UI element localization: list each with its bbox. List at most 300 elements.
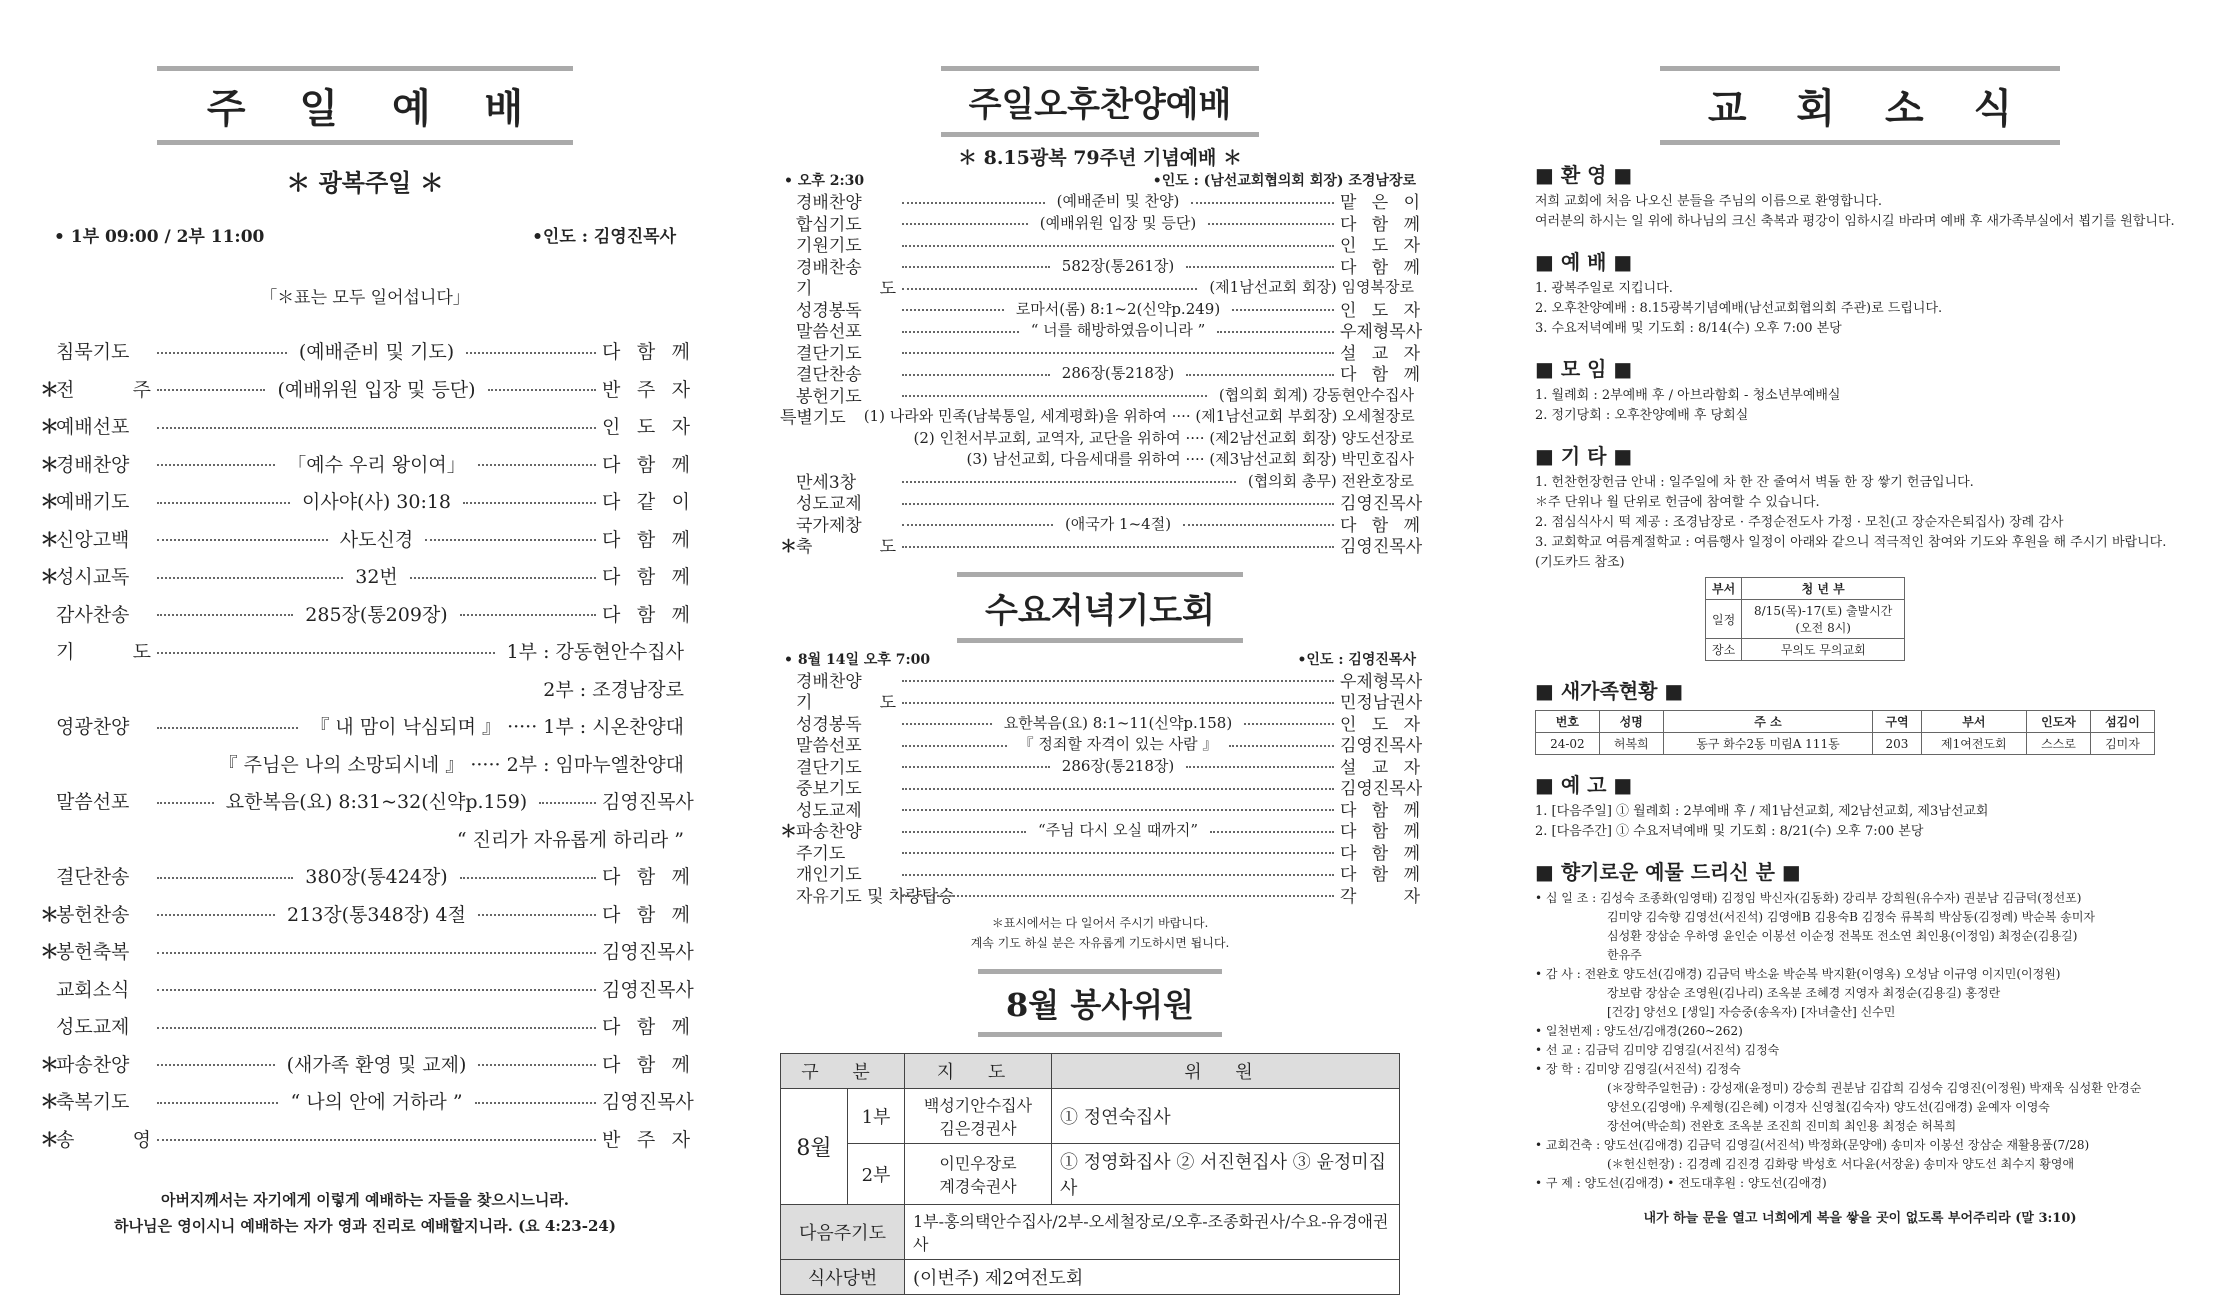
leader-dots (157, 502, 290, 504)
news-line: 여러분의 하시는 일 위에 하나님의 크신 축복과 평강이 임하시길 바라며 예배 후 새가족부실에서 뵙기를 원합니다. (1535, 214, 2175, 229)
news-line: 2. 정기당회 : 오후찬양예배 후 당회실 (1535, 408, 1749, 423)
order-person: 인 도 자 (1340, 714, 1420, 735)
nf-cell: 스스로 (2026, 733, 2090, 755)
order-person: 다 함 께 (1340, 822, 1420, 843)
order-person: 다 함 께 (1340, 257, 1420, 278)
order-row (780, 798, 1420, 820)
order-row (780, 448, 1420, 470)
leader-dots (460, 877, 596, 879)
offering-line: • 구 제 : 양도선(김애경) • 전도대후원 : 양도선(김애경) (1535, 1176, 1827, 1190)
leader-dots (475, 1102, 596, 1104)
afternoon-order-list (780, 190, 1423, 558)
afternoon-meta (780, 170, 1420, 190)
order-label: 중보기도 (796, 779, 862, 800)
order-row (780, 470, 1420, 492)
offering-line: [건강] 양선오 [생일] 자승중(송옥자) [자녀출산] 신수민 (1607, 1005, 1896, 1019)
leader-dots (478, 914, 596, 916)
members-cell: ① 정영화집사 ② 서진현집사 ③ 윤정미집사 (1052, 1144, 1400, 1205)
meal-value: (이번주) 제2여전도회 (905, 1260, 1400, 1295)
footer-verse: 내가 하늘 문을 열고 너희에게 복을 쌓을 곳이 없도록 부어주리라 (말 3:10) (1643, 1211, 2077, 1226)
afternoon-time: • 오후 2:30 (784, 173, 865, 189)
order-detail: (예배준비 및 기도) (298, 341, 455, 364)
order-row (780, 669, 1423, 692)
news-line: 3. 수요저녁예배 및 기도회 : 8/14(수) 오후 7:00 본당 (1535, 321, 1842, 336)
leader-dots (902, 202, 1045, 204)
nf-cell: 김미자 (2090, 733, 2154, 755)
order-row (780, 534, 1423, 558)
offering-line: 양선오(김영애) 우제형(김은혜) 이경자 신영철(김숙자) 양도선(김애경) 윤예자 이영숙 (1607, 1100, 2050, 1114)
leader-dots (902, 374, 1050, 376)
leader-dots (902, 223, 1028, 225)
order-label: 예배기도 (56, 491, 130, 514)
news-line: 3. 교회학교 여름계절학교 : 여름행사 일정이 아래와 같으니 적극적인 참여와 기도와 후원을 해 주시기 바랍니다. (1535, 535, 2167, 550)
order-label: 파송찬양 (56, 1053, 130, 1076)
news-line: 저희 교회에 처음 나오신 분들을 주님의 이름으로 환영합니다. (1535, 194, 1883, 209)
nf-head-name: 성명 (1599, 711, 1663, 733)
order-person: 각 자 (1340, 886, 1420, 907)
order-label: 봉헌기도 (796, 386, 862, 407)
next-prayer-label: 다음주기도 (781, 1205, 905, 1260)
order-row (780, 233, 1420, 255)
order-label: 합심기도 (796, 214, 862, 235)
order-detail: 『 정죄할 자격이 있는 사람 』 (1018, 735, 1218, 754)
service-leader: •인도 : 김영진목사 (532, 227, 676, 247)
leader-dots (425, 539, 596, 541)
leader-dots (157, 427, 596, 429)
order-person: 다 함 께 (602, 528, 691, 551)
offering-line: 한유주 (1607, 948, 1642, 962)
order-label: 말씀선포 (796, 322, 862, 343)
order-label: 침묵기도 (56, 341, 130, 364)
summer-header-youth: 청 년 부 (1742, 578, 1905, 600)
order-row (40, 707, 690, 745)
offering-line: • 십 일 조 : 김성숙 조종화(임영태) 김정임 박신자(김동화) 강리부 강희원(유수자) 권분남 김금덕(정선포) (1535, 891, 2082, 905)
volunteers-table (780, 1053, 1400, 1295)
order-row (780, 384, 1420, 406)
wednesday-title: 수요저녁기도회 (957, 572, 1243, 643)
table-row (781, 1089, 1400, 1144)
order-row (780, 690, 1423, 714)
service-times: • 1부 09:00 / 2부 11:00 (54, 227, 265, 247)
order-label: 송 영 (56, 1128, 151, 1151)
order-row (40, 895, 690, 933)
nf-cell: 허복희 (1599, 733, 1663, 755)
order-row (40, 782, 694, 820)
wednesday-time: • 8월 14일 오후 7:00 (784, 651, 931, 668)
order-label: 경배찬양 (56, 453, 130, 476)
standing-mark: ＊ (40, 1091, 60, 1114)
order-person: 인 도 자 (1340, 236, 1420, 257)
order-row (40, 520, 690, 558)
leader-dots (902, 874, 1334, 876)
table-row (781, 1205, 1400, 1260)
leader-dots (1186, 266, 1334, 268)
order-row (780, 862, 1420, 884)
news-line: 1. 광복주일로 지킵니다. (1535, 281, 1673, 296)
order-label: 축 도 (796, 537, 896, 558)
news-section-body (1535, 192, 2185, 232)
order-person: 김영진목사 (602, 791, 694, 814)
order-label: 결단기도 (796, 757, 862, 778)
order-detail: (협의회 총무) 전완호장로 (1247, 471, 1414, 490)
sunday-order-list (40, 332, 694, 1157)
order-detail: (새가족 환영 및 교제) (286, 1053, 467, 1076)
meal-label: 식사당번 (781, 1260, 905, 1295)
afternoon-service-title: 주일오후찬양예배 (941, 66, 1260, 137)
order-label: 국가제창 (796, 515, 862, 536)
leader-dots (902, 503, 1334, 505)
part-cell: 1부 (848, 1089, 905, 1144)
church-news-title: 교 회 소 식 (1660, 66, 2060, 145)
order-label: 만세3창 (796, 472, 857, 493)
order-person: 김영진목사 (602, 978, 694, 1001)
leader-dots (1191, 202, 1334, 204)
order-detail: 285장(통209장) (305, 603, 448, 626)
leader-dots (1229, 745, 1334, 747)
order-person: 김영진목사 (1340, 494, 1423, 515)
sunday-subtitle: ＊ 광복주일 ＊ (286, 168, 444, 197)
offering-line: • 일천번제 : 양도선/김애경(260~262) (1535, 1024, 1743, 1038)
order-detail: 286장(통218장) (1061, 756, 1175, 775)
order-person: 다 함 께 (1340, 515, 1420, 536)
offering-line: • 장 학 : 김미양 김영길(서진석) 김정숙 (1535, 1062, 1741, 1076)
wednesday-notes (780, 913, 1420, 953)
news-line: 2. 점심식사시 떡 제공 : 조경남장로 · 주정순전도사 가정 · 모친(고 장순자은퇴집사) 장례 감사 (1535, 515, 2064, 530)
news-sections (1535, 159, 2185, 573)
offering-line: (＊장학주일헌금) : 강성재(윤정미) 강승희 권분남 김갑희 김성숙 김영진(이정원) 박재욱 심성환 안경순 (1607, 1081, 2142, 1095)
leader-dots (902, 395, 1207, 397)
order-detail: (제1남선교회 회장) 임영복장로 (1209, 278, 1414, 297)
order-detail: (애국가 1~4절) (1064, 514, 1172, 533)
order-row (40, 857, 690, 895)
order-label: 기 도 (796, 279, 896, 300)
preview-list (1535, 802, 2185, 842)
order-detail: 로마서(롬) 8:1~2(신약p.249) (1015, 299, 1221, 318)
next-prayer-value: 1부-홍의택안수집사/2부-오세철장로/오후-조종화권사/수요-유경애권사 (905, 1205, 1400, 1260)
sunday-service-column (40, 0, 694, 1239)
standing-mark: ＊ (780, 537, 797, 558)
table-row (1706, 600, 1905, 639)
order-label: 경배찬양 (796, 193, 862, 214)
order-label: 말씀선포 (56, 791, 130, 814)
standing-mark: ＊ (40, 378, 60, 401)
leader-dots (157, 727, 298, 729)
nf-cell: 203 (1873, 733, 1921, 755)
order-row (40, 557, 690, 595)
order-person: 다 함 께 (1340, 865, 1420, 886)
standing-mark: ＊ (40, 1128, 60, 1151)
order-person: 다 같 이 (602, 491, 691, 514)
order-row (780, 427, 1420, 449)
scripture-verse (40, 1187, 690, 1239)
leader-dots (902, 766, 1050, 768)
order-row (780, 341, 1420, 363)
order-person: 다 함 께 (602, 566, 690, 589)
order-person: 반 주 자 (602, 378, 691, 401)
table-row (1536, 733, 2155, 755)
leader-dots (157, 539, 328, 541)
summer-label-place: 장소 (1706, 639, 1742, 661)
order-detail: (예배위원 입장 및 등단) (1039, 213, 1197, 232)
order-person: 김영진목사 (1340, 779, 1423, 800)
order-label: 성도교제 (796, 800, 862, 821)
news-line: 1. 월례회 : 2부예배 후 / 아브라함회 - 청소년부예배실 (1535, 388, 1841, 403)
order-detail: 380장(통424장) (305, 866, 448, 889)
standing-mark: ＊ (40, 566, 60, 589)
new-family-table (1535, 710, 2155, 755)
order-detail: 「예수 우리 왕이여」 (287, 453, 466, 476)
offering-line: 김미양 김숙향 김영선(서진석) 김영애B 김용숙B 김정숙 류복희 박삼동(김정례) 박순복 송미자 (1607, 910, 2096, 924)
leader-dots (157, 802, 214, 804)
order-detail: (1) 나라와 민족(남북통일, 세계평화)을 위하여 ···· (제1남선교회 부회장) 오세철장로 (863, 407, 1415, 426)
leader-dots (902, 895, 1334, 897)
order-row (780, 190, 1420, 212)
guide-cell: 백성기안수집사 김은경권사 (905, 1089, 1052, 1144)
nf-cell: 동구 화수2동 미림A 111동 (1663, 733, 1872, 755)
standing-mark: ＊ (40, 903, 60, 926)
leader-dots (463, 502, 596, 504)
leader-dots (157, 914, 275, 916)
leader-dots (902, 524, 1053, 526)
news-line: (기도카드 참조) (1535, 555, 1625, 570)
summer-school-table (1705, 577, 1905, 661)
standing-mark: ＊ (40, 528, 60, 551)
leader-dots (157, 614, 293, 616)
leader-dots (157, 464, 275, 466)
church-news-column (1535, 0, 2185, 1226)
order-detail: 사도신경 (339, 528, 414, 551)
leader-dots (157, 652, 495, 654)
order-row (40, 820, 690, 858)
leader-dots (902, 809, 1334, 811)
order-person: 다 함 께 (1340, 800, 1420, 821)
leader-dots (410, 577, 596, 579)
order-row (780, 776, 1423, 800)
order-detail: (예배위원 입장 및 등단) (277, 378, 476, 401)
order-detail: 213장(통348장) 4절 (287, 903, 466, 926)
leader-dots (1232, 309, 1334, 311)
order-row (40, 632, 690, 670)
leader-dots (902, 245, 1334, 247)
order-detail: (예배준비 및 찬양) (1056, 192, 1180, 211)
leader-dots (157, 352, 287, 354)
order-person: 다 함 께 (602, 341, 691, 364)
offering-line: • 선 교 : 김금덕 김미양 김영길(서진석) 김정숙 (1535, 1043, 1780, 1057)
leader-dots (157, 577, 343, 579)
order-row (40, 445, 690, 483)
standing-mark: ＊ (40, 491, 60, 514)
offering-line: • 교회건축 : 양도선(김애경) 김금덕 김영길(서진석) 박정화(문양애) 송미자 이봉선 장삼순 재활용품(7/28) (1535, 1138, 2090, 1152)
order-label: 특별기도 (780, 408, 846, 429)
order-row (40, 932, 694, 970)
order-label: 봉헌축복 (56, 941, 130, 964)
leader-dots (478, 1064, 596, 1066)
order-row (780, 255, 1420, 277)
order-row (780, 712, 1420, 734)
order-row (40, 745, 690, 783)
order-person: 인 도 자 (602, 416, 690, 439)
news-section-heading: ■ 모 임 ■ (1535, 357, 1633, 381)
leader-dots (157, 389, 265, 391)
volunteers-header-row (781, 1054, 1400, 1089)
afternoon-service-column (780, 0, 1423, 1295)
table-row (1706, 639, 1905, 661)
order-row (40, 670, 690, 708)
leader-dots (1208, 223, 1334, 225)
wednesday-note-2: 계속 기도 하실 분은 자유롭게 기도하시면 됩니다. (970, 936, 1230, 950)
order-label: 결단기도 (796, 343, 862, 364)
leader-dots (902, 481, 1236, 483)
summer-label-schedule: 일정 (1706, 600, 1742, 639)
sunday-service-title: 주 일 예 배 (157, 66, 573, 145)
members-cell: ① 정연숙집사 (1052, 1089, 1400, 1144)
standing-mark: ＊ (40, 941, 60, 964)
order-person: 다 함 께 (602, 453, 690, 476)
afternoon-subtitle: ＊ 8.15광복 79주년 기념예배 ＊ (957, 147, 1242, 169)
order-detail: 요한복음(요) 8:1~11(신약p.158) (1003, 713, 1233, 732)
preview-line: 2. [다음주간] ① 수요저녁예배 및 기도회 : 8/21(수) 오후 7:00 본당 (1535, 824, 1924, 839)
wednesday-order-list (780, 669, 1423, 907)
order-person: 반 주 자 (602, 1128, 690, 1151)
leader-dots (460, 614, 596, 616)
leader-dots (902, 788, 1334, 790)
order-label: 성경봉독 (796, 300, 862, 321)
preview-line: 1. [다음주일] ① 월례회 : 2부예배 후 / 제1남선교회, 제2남선교회, 제3남선교회 (1535, 804, 1989, 819)
standing-mark: ＊ (780, 822, 797, 843)
standing-note: 「＊표는 모두 일어섭니다」 (260, 288, 470, 308)
order-person: 김영진목사 (1340, 537, 1423, 558)
order-person: 김영진목사 (602, 941, 694, 964)
service-meta (40, 222, 690, 247)
order-detail: “주님 다시 오실 때까지” (1037, 821, 1199, 840)
leader-dots (157, 1064, 275, 1066)
leader-dots (1244, 723, 1334, 725)
order-row (40, 370, 690, 408)
wednesday-note-1: ＊표시에서는 다 일어서 주시기 바랍니다. (991, 916, 1209, 930)
order-label: 기 도 (56, 641, 151, 664)
order-row (40, 1120, 690, 1158)
leader-dots (902, 852, 1334, 854)
standing-mark: ＊ (40, 453, 60, 476)
order-label: 경배찬양 (796, 671, 862, 692)
nf-cell: 제1여전도회 (1921, 733, 2026, 755)
order-label: 성시교독 (56, 566, 130, 589)
wednesday-leader: •인도 : 김영진목사 (1297, 651, 1416, 668)
order-label: 경배찬송 (796, 257, 862, 278)
order-detail: 1부 : 강동현안수집사 (506, 641, 684, 664)
order-row (780, 513, 1420, 535)
order-detail: 『 내 맘이 낙심되며 』 ····· 1부 : 시온찬양대 (310, 716, 684, 739)
order-detail: 이사야(사) 30:18 (301, 491, 452, 514)
afternoon-leader: •인도 : (남선교회협의회 회장) 조경남장로 (1152, 173, 1416, 189)
summer-header-dept: 부서 (1706, 578, 1742, 600)
nf-head-no: 번호 (1536, 711, 1600, 733)
leader-dots (478, 464, 596, 466)
nf-head-guide: 인도자 (2026, 711, 2090, 733)
order-person: 우제형목사 (1340, 322, 1423, 343)
nf-head-dept: 부서 (1921, 711, 2026, 733)
leader-dots (902, 831, 1026, 833)
order-row (780, 212, 1420, 234)
standing-mark: ＊ (40, 416, 60, 439)
order-label: 전 주 (56, 378, 151, 401)
leader-dots (157, 1027, 596, 1029)
order-row (780, 733, 1423, 757)
order-label: 기 도 (796, 693, 896, 714)
wednesday-meta (780, 649, 1420, 669)
standing-mark: ＊ (40, 1053, 60, 1076)
order-row (780, 884, 1420, 906)
order-person: 다 함 께 (1340, 214, 1421, 235)
order-row (780, 298, 1420, 320)
order-row (40, 482, 690, 520)
news-line: 2. 오후찬양예배 : 8.15광복기념예배(남선교회협의회 주관)로 드립니다. (1535, 301, 1943, 316)
order-person: 김영진목사 (1340, 736, 1423, 757)
news-section-body (1535, 386, 2185, 426)
nf-cell: 24-02 (1536, 733, 1600, 755)
leader-dots (902, 702, 1334, 704)
order-detail: (2) 인천서부교회, 교역자, 교단을 위하여 ···· (제2남선교회 회장) 양도선장로 (913, 428, 1414, 447)
leader-dots (1183, 524, 1334, 526)
order-label: 성도교제 (796, 494, 862, 515)
order-label: 파송찬양 (796, 822, 862, 843)
offering-list (1535, 889, 2185, 1193)
order-person: 다 함 께 (602, 866, 691, 889)
order-person: 민정남권사 (1340, 693, 1423, 714)
leader-dots (157, 1102, 278, 1104)
leader-dots (902, 288, 1197, 290)
order-person: 맡 은 이 (1340, 193, 1421, 214)
order-person: 다 함 께 (602, 903, 690, 926)
news-section-heading: ■ 환 영 ■ (1535, 163, 1633, 187)
offering-heading: ■ 향기로운 예물 드리신 분 ■ (1535, 860, 1801, 884)
leader-dots (157, 952, 596, 954)
leader-dots (1186, 766, 1334, 768)
summer-value-place: 무의도 무의교회 (1742, 639, 1905, 661)
news-line: ＊주 단위나 월 단위로 헌금에 참여할 수 있습니다. (1535, 495, 1820, 510)
offering-line: 심성환 장삼순 우하영 윤인순 이봉선 이순정 전복또 전소연 최인용(이정임) 최정순(김용길) (1607, 929, 2078, 943)
order-label: 말씀선포 (796, 736, 862, 757)
offering-line: 장선여(박순희) 전완호 조옥분 조진희 진미희 최인용 최정순 허복희 (1607, 1119, 1957, 1133)
leader-dots (902, 680, 1334, 682)
order-person: 다 함 께 (602, 603, 691, 626)
order-detail: 582장(통261장) (1061, 256, 1175, 275)
leader-dots (466, 352, 596, 354)
guide-cell: 이민우장로 계경숙권사 (905, 1144, 1052, 1205)
order-row (780, 755, 1420, 777)
order-row (780, 841, 1420, 863)
col-header-division: 구 분 (781, 1054, 905, 1089)
leader-dots (902, 723, 992, 725)
order-detail: “ 나의 안에 거하라 ” (290, 1091, 463, 1114)
order-label: 축복기도 (56, 1091, 130, 1114)
order-row (780, 819, 1420, 841)
nf-head-server: 섬김이 (2090, 711, 2154, 733)
leader-dots (157, 1139, 596, 1141)
offering-line: 장보람 장삼순 조영원(김나리) 조옥분 조혜경 지영자 최정순(김용길) 홍정란 (1607, 986, 2001, 1000)
order-person: 다 함 께 (602, 1053, 690, 1076)
order-label: 예배선포 (56, 416, 130, 439)
part-cell: 2부 (848, 1144, 905, 1205)
leader-dots (488, 389, 596, 391)
offering-line: (＊헌신헌장) : 김경례 김진경 김화랑 박성호 서다윤(서장윤) 송미자 양도선 최수지 황영애 (1607, 1157, 2075, 1171)
news-section-heading: ■ 예 배 ■ (1535, 250, 1633, 274)
order-label: 결단찬송 (56, 866, 130, 889)
order-row (40, 1045, 690, 1083)
order-row (40, 1007, 690, 1045)
order-detail: 『 주님은 나의 소망되시네 』 ····· 2부 : 임마누엘찬양대 (218, 753, 684, 776)
order-label: 결단찬송 (796, 365, 862, 386)
